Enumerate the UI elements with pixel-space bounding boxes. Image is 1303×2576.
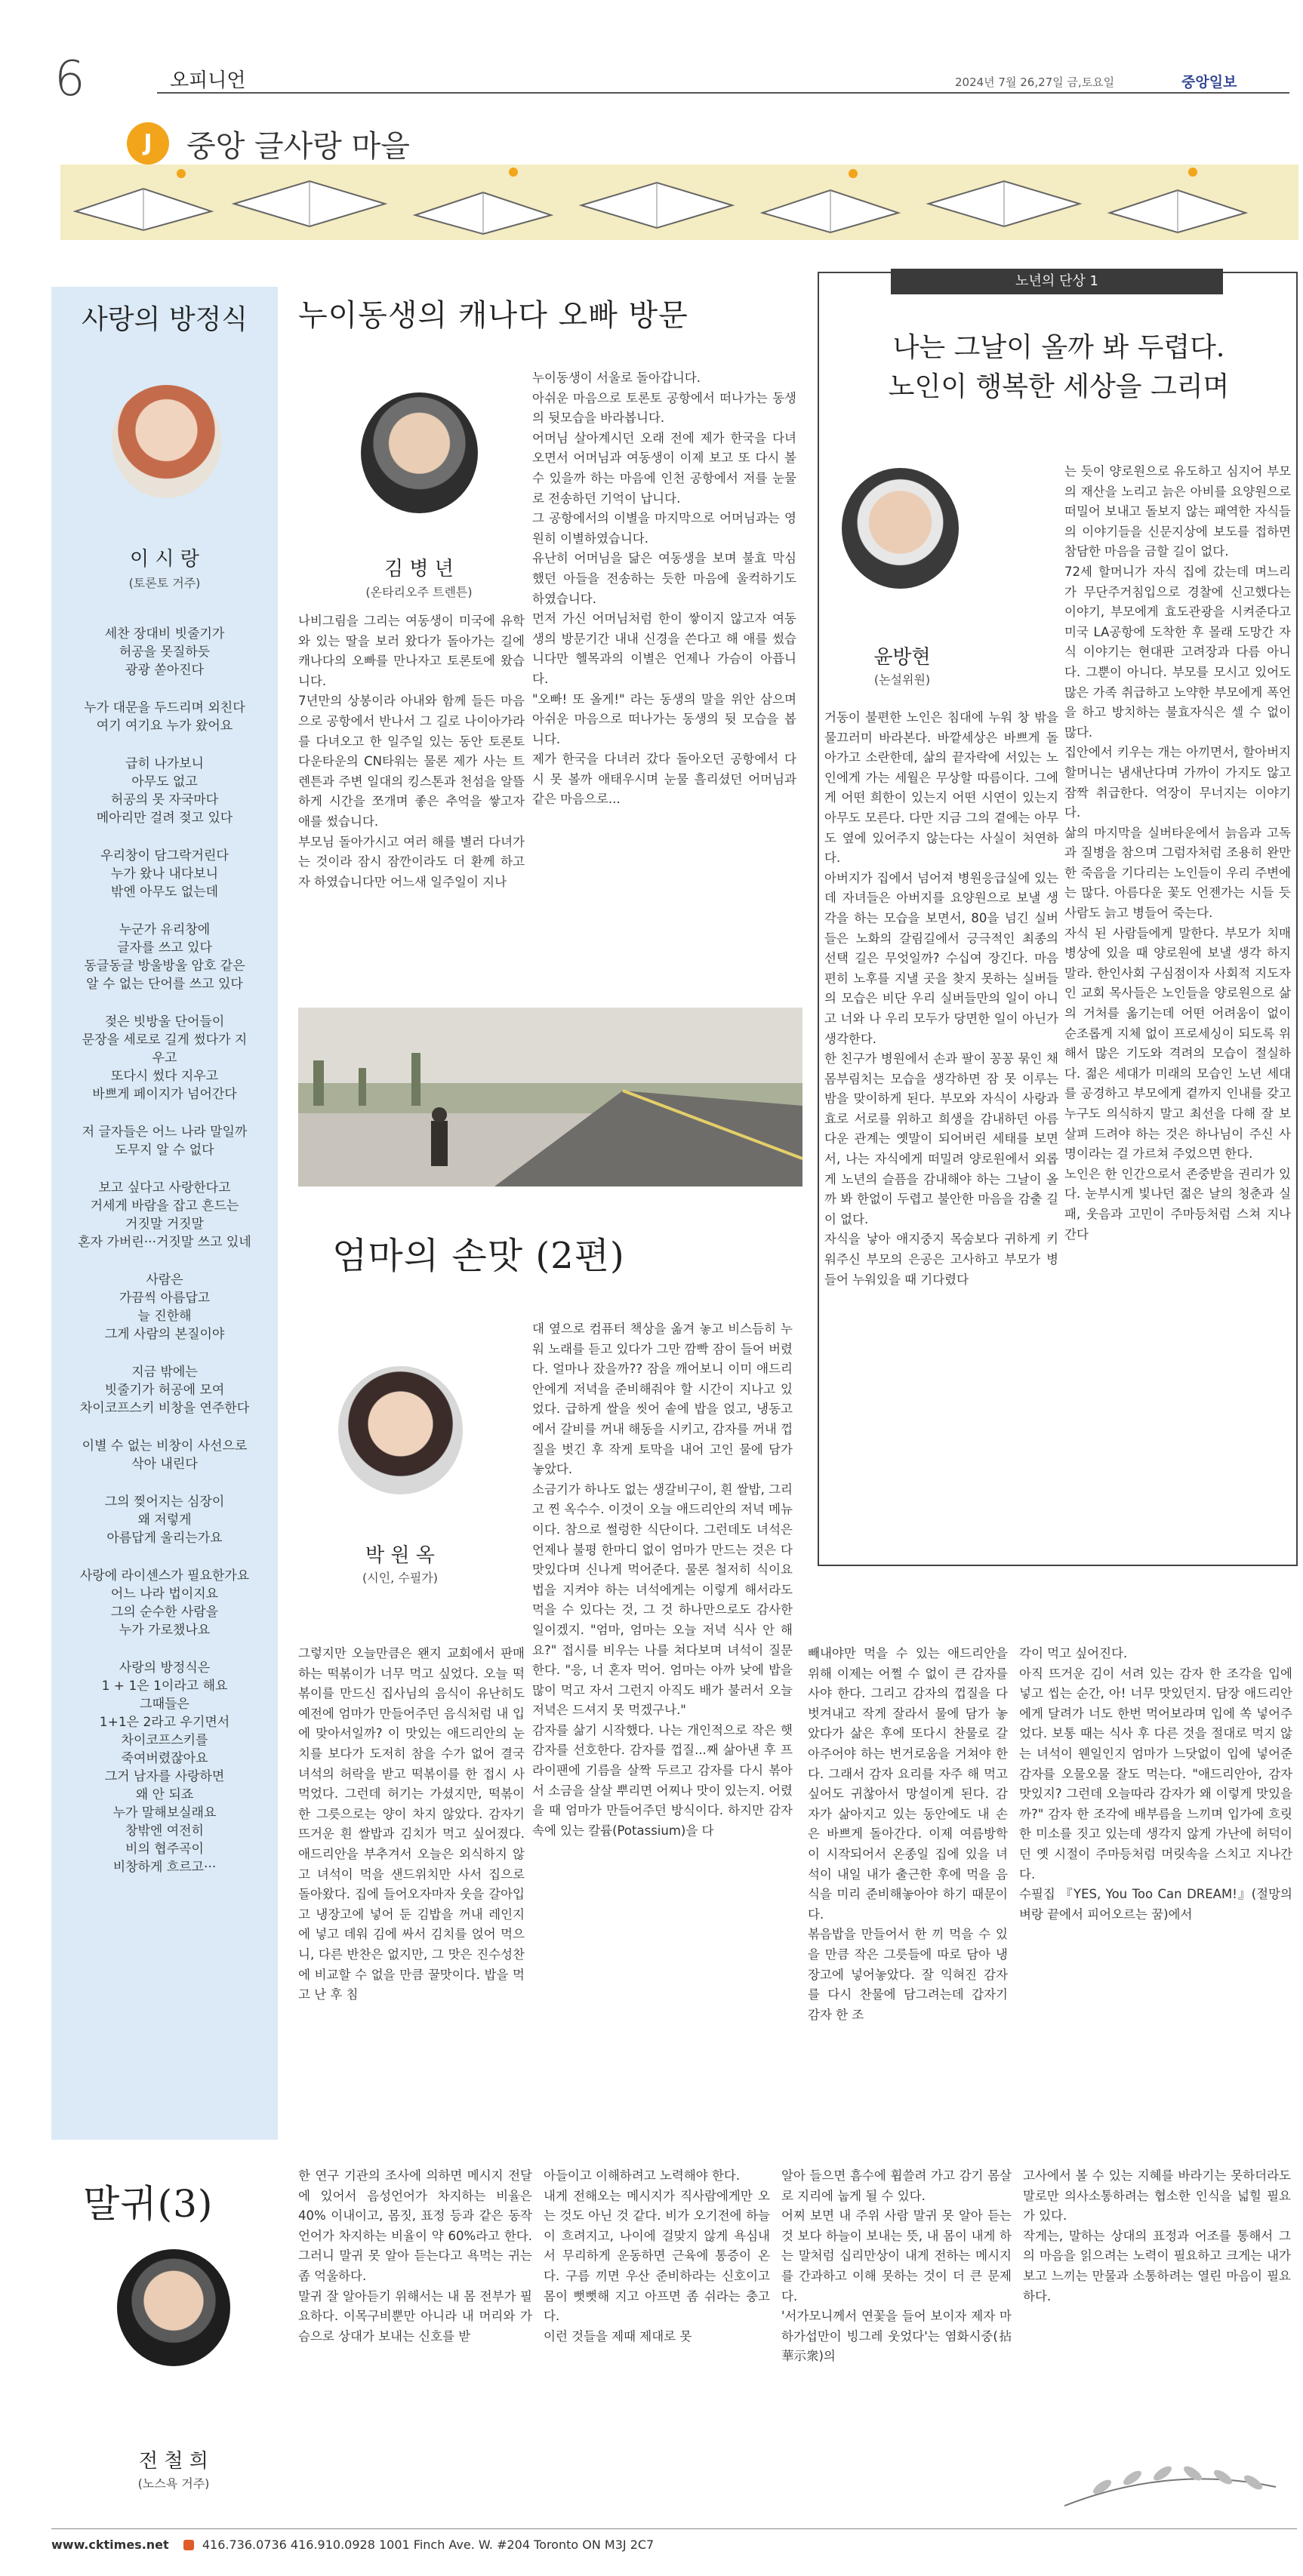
poem-body (54, 625, 275, 1896)
header-rule (157, 92, 1289, 94)
article1-author: 김 병 년 (384, 558, 454, 580)
paper-logo: 중앙일보 (1181, 74, 1237, 91)
poem-stanza: 우리창이 담그락거린다 누가 왔나 내다보니 밖엔 아무도 없는데 (100, 848, 229, 900)
issue-date: 2024년 7월 26,27일 금,토요일 (955, 75, 1115, 89)
article1-title: 누이동생의 캐나다 오빠 방문 (298, 298, 688, 333)
poem-stanza: 세찬 장대비 빗줄기가 허공을 못질하듯 광광 쏟아진다 (104, 626, 225, 678)
article3-col1: 거동이 불편한 노인은 침대에 누워 창 밖을 물끄러미 바라본다. 바깥세상은 바쁘게 돌아가고 소란한데, 삶의 끝자락에 서있는 노인에게 가는 세월은 무상할 따름이다. 그에게 어떤 희한이 있는지 어떤 시연이 있는지 아무도 모른다. 다만 지금 그의 곁에는 아무도 옆에 있어주지 않는다는 사실이 처연하다. 아버지가 집에서 넘어져 병원응급실에 있는데 자녀들은 아버지를 요양원으로 보낼 생각을 하는 모습을 보면서, 80을 넘긴 실버들은 노화의 갈림길에서 긍극적인 최종의 선택 길은 무엇일까? 수십여 장긴다. 마음 편히 노후를 지낼 곳을 찾지 못하는 실버들의 모습은 비단 우리 실버들만의 일이 아니고 너와 나 우리 모두가 당면한 일이 아닌가 생각한다. 한 친구가 병원에서 손과 팔이 꽁꽁 묶인 채 몸부림치는 모습을 생각하면 잠 못 이루는 밤을 맞이하게 된다. 부모와 자식이 사랑과 효로 서로를 위하고 희생을 감내하던 아름다운 관계는 옛말이 되어버린 세태를 보면서, 나는 자식에게 떠밀려 양로원에서 외롭게 노년의 슬픔을 감내해야 하는 그날이 올까 봐 한없이 두렵고 불안한 마음을 감출 길이 없다. 자식을 낳아 애지중지 목숨보다 귀하게 키워주신 부모의 은공은 고사하고 부모가 병들어 누워있을 때 기다렸다 (824, 710, 1058, 1287)
article2-col3: 빼내야만 먹을 수 있는 애드리안을 위해 이제는 어쩔 수 없이 큰 감자를 사야 한다. 그리고 감자의 껍질을 다 벗겨내고 작게 잘라서 물에 담가 놓았다가 삶은 후에 또다시 찬물로 갈아주어야 하는 번거로움을 거쳐야 한다. 그래서 감자 요리를 자주 해 먹고 싶어도 귀찮아서 망설이게 된다. 감자가 삶아지고 있는 동안에도 내 손은 바쁘게 돌아간다. 이제 여름방학이 시작되어서 온종일 집에 있을 녀석이 내일 내가 출근한 후에 먹을 음식을 미리 준비해놓아야 하기 때문이다. 볶음밥을 만들어서 한 끼 먹을 수 있을 만큼 작은 그릇들에 따로 담아 냉장고에 넣어놓았다. 잘 익혀진 감자를 다시 찬물에 담그려는데 갑자기 감자 한 조 (808, 1646, 1008, 2022)
poem-stanza: 저 글자들은 어느 나라 말일까 도무지 알 수 없다 (82, 1125, 248, 1158)
article4-col1: 한 연구 기관의 조사에 의하면 메시지 전달에 있어서 음성언어가 차지하는 비율은 40% 이내이고, 몸짓, 표정 등과 같은 동작 언어가 차지하는 비율이 약 60%라고 한다. 그러니 말귀 못 알아 듣는다고 욕먹는 귀는 좀 억울하다. 말귀 잘 알아듣기 위해서는 내 몸 전부가 필요하다. 이목구비뿐만 아니라 내 머리와 가슴으로 상대가 보내는 신호를 받 (298, 2168, 532, 2344)
article4-title: 말귀(3) (83, 2182, 214, 2226)
road-photo (298, 1008, 802, 1186)
poem-stanza: 이별 수 없는 비창이 사선으로 삭아 내린다 (82, 1439, 248, 1472)
article4-col4: 고사에서 볼 수 있는 지혜를 바라기는 못하더라도 말로만 의사소통하려는 협소한 인식을 넓힐 필요가 있다. 작게는, 말하는 상대의 표정과 어조를 통해서 그의 마음을 읽으려는 노력이 필요하고 크게는 내가 보고 느끼는 만물과 소통하려는 열린 마음이 필요하다. (1023, 2168, 1291, 2304)
author-photo (112, 385, 221, 498)
poem-title: 사랑의 방정식 (81, 304, 248, 335)
article3-col2: 는 듯이 양로원으로 유도하고 심지어 부모의 재산을 노리고 늙은 아비를 요양원으로 떠밀어 보내고 돌보지 않는 패역한 자식들의 이야기들을 신문지상에 보도를 접하면 참담한 마음을 금할 길이 없다. 72세 할머니가 자식 집에 갔는데 며느리가 무단주거침입으로 경찰에 신고했다는 이야기, 부모에게 효도관광을 시켜준다고 미국 LA공항에 도착한 후 몰래 도망간 자식 이야기는 현대판 고려장과 다름 아니다. 그뿐이 아니다. 부모를 모시고 있어도 많은 가족 취급하고 노약한 부모에게 폭언을 하고 방치하는 불효자식은 셀 수 없이 많다. 집안에서 키우는 개는 아끼면서, 할아버지 할머니는 냄새난다며 가까이 가지도 않고 잠짝 취급한다. 억장이 무너지는 이야기다. 삶의 마지막을 실버타운에서 늙음과 고독과 질병을 참으며 그럼자처럼 조용히 완만한 죽음을 기다리는 노인들이 우리 주변에는 많다. 아름다운 꽃도 언젠가는 시들 듯 사람도 늙고 병들어 죽는다. 자식 된 사람들에게 말한다. 부모가 치매병상에 있을 때 양로원에 보낼 생각 하지 말라. 한인사회 구심점이자 사회적 지도자인 교회 목사들은 노인들을 양로원으로 삶의 거처를 옮기는데 어떤 어려움이 없이 순조롭게 지체 없이 프로세싱이 되도록 위해서 많은 기도와 격려의 모습이 절실하다. 젊은 세대가 미래의 모습인 노년 세대를 공경하고 부모에게 곁까지 인내를 갖고 누구도 의식하지 말고 최선을 다해 잘 보살펴 드려야 하는 것은 하나님이 주신 사명이라는 걸 가르쳐 주었으면 한다. 노인은 한 인간으로서 존중받을 권리가 있다. 눈부시게 빛나던 젊은 날의 청춘과 실패, 웃음과 고민이 주마등처럼 스쳐 지나간다 (1064, 464, 1291, 1242)
article2-col4: 각이 먹고 싶어진다. 아직 뜨거운 김이 서려 있는 감자 한 조각을 입에 넣고 씹는 순간, 아! 너무 맛있던지. 담장 애드리안에게 달려가 너도 한번 먹어보라며 입에 쏙 넣어주었다. 보통 때는 식사 후 다른 것을 절대로 먹지 않는 녀석이 웬일인지 엄마가 느닷없이 입에 넣어준 감자를 오물오물 잘도 먹는다. "애드리안아, 감자 맛있지? 그런데 오늘따라 감자가 왜 이렇게 맛있을까?" 감자 한 조각에 배부름을 느끼며 입가에 흐릿한 미소를 짓고 있는데 생각지 않게 가난에 허덕이던 옛 시절이 주마등처럼 머릿속을 스치고 지나간다. 수필집 『YES, You Too Can DREAM!』(절망의 벼랑 끝에서 피어오르는 꿈)에서 (1019, 1646, 1292, 1922)
article4-author-sub: (노스욕 거주) (137, 2476, 210, 2491)
article4-author-photo (117, 2249, 230, 2366)
article1-author-sub: (온타리오주 트렌튼) (365, 585, 473, 599)
poem-stanza: 사랑에 라이센스가 필요한가요 어느 나라 법이지요 그의 순수한 사람을 누가 가로챘나요 (79, 1568, 250, 1638)
banner-title: 중앙 글사랑 마을 (186, 129, 410, 164)
footer-info: 416.736.0736 416.910.0928 1001 Finch Ave. W. #204 Toronto ON M3J 2C7 (202, 2538, 655, 2552)
footer-rule (51, 2528, 1297, 2529)
article4-col2: 아들이고 이해하려고 노력해야 한다. 내게 전해오는 메시지가 직사람에게만 오는 것도 아닌 것 같다. 비가 오기전에 하늘이 흐려지고, 나이에 걸맞지 않게 욕심내서 무리하게 운동하면 근육에 통증이 온다. 구름 끼면 우산 준비하라는 신호이고 몸이 뻣뻣해 지고 아프면 좀 쉬라는 충고다. 이런 것들을 제때 제대로 못 (544, 2168, 770, 2344)
article2-author: 박 원 옥 (365, 1544, 435, 1567)
article2-col1: 그렇지만 오늘만큼은 왠지 교회에서 판매하는 떡볶이가 너무 먹고 싶었다. 오늘 떡볶이를 만드신 집사님의 음식이 유난히도 예전에 엄마가 만들어주던 음식처럼 내 입에 맞아서일까? 이 맛있는 애드리안의 눈치를 보다가 도저히 참을 수가 없어 결국 녀석의 허락을 받고 떡볶이를 한 접시 사 먹었다. 그런데 허기는 가셨지만, 떡볶이 한 그릇으로는 양이 차지 않았다. 감자기 뜨거운 흰 쌀밥과 김치가 먹고 싶어졌다. 애드리안을 부추겨서 오늘은 외식하지 않고 녀석이 먹을 샌드위치만 사서 집으로 돌아왔다. 집에 들어오자마자 웃을 갈아입고 냉장고에 넣어 둔 김밥을 꺼내 레인지에 넣고 데워 김에 싸서 김치를 얹어 먹으니, 다른 반찬은 없지만, 그 맛은 진수성찬에 비교할 수 없을 만큼 꿀맛이다. 밥을 먹고 난 후 침 (298, 1646, 525, 2002)
books-banner-illustration (60, 158, 1298, 242)
article4-col3: 알아 들으면 흠수에 휩쓸려 가고 감기 몸살로 지리에 눕게 될 수 있다. 어찌 보면 내 주위 사람 말귀 못 알아 듣는 것 보다 하늘이 보내는 뜻, 내 몸이 내게 하는 말처럼 십리만상이 내게 전하는 메시지를 간과하고 이해 못하는 것이 더 큰 문제다. '서가모니께서 연꽃을 들어 보이자 제자 마하가섭만이 빙그레 웃었다'는 염화시중(拈華示衆)의 (781, 2168, 1012, 2364)
section-title: 오피니언 (170, 69, 246, 92)
poem-author: 이 시 랑 (130, 548, 199, 571)
poem-author-location: (토론토 거주) (128, 576, 201, 590)
poem-stanza: 급히 나가보니 아무도 없고 허공의 못 자국마다 메아리만 걸려 젖고 있다 (96, 756, 233, 826)
article2-author-sub: (시인, 수필가) (362, 1571, 438, 1585)
article1-author-photo (361, 392, 478, 513)
article1-col1: 나비그림을 그리는 여동생이 미국에 유학 와 있는 딸을 보러 왔다가 돌아가는 길에 캐나다의 오빠를 만나자고 토론토에 왔습니다. 7년만의 상봉이라 아내와 함께 들든 마음으로 공항에서 반나서 그 길로 나이아가라를 다녀오고 한 일주일 있는 동안 토론토 다운타운의 CN타워는 물론 제가 사는 트렌튼과 주변 일대의 킹스톤과 천섬을 알뜰하게 시간을 쪼개며 좋은 추억을 쌓고자 애를 썼습니다. 부모님 돌아가시고 여러 해를 별러 다녀가는 것이라 잠시 잠깐이라도 더 환께 하고자 하였습니다만 어느새 일주일이 지나 (298, 614, 525, 889)
column-tag: 노년의 단상 1 (891, 269, 1223, 294)
poem-stanza: 사람은 가끔씩 아름답고 늘 진한해 그게 사람의 본질이야 (104, 1273, 225, 1342)
poem-stanza: 누군가 유리창에 글자를 쓰고 있다 동글동글 방울방울 암호 같은 알 수 없는 단어를 쓰고 있다 (84, 922, 245, 992)
article3-author: 윤방현 (873, 646, 931, 669)
article2-author-photo (338, 1366, 463, 1494)
leaf-ornament-icon (1057, 2434, 1283, 2517)
poem-stanza: 젖은 빗방울 단어들이 문장을 세로로 길게 썼다가 지 우고 또다시 썼다 지우고 바쁘게 페이지가 넘어간다 (82, 1014, 248, 1102)
page-number: 6 (54, 51, 85, 107)
phone-icon (183, 2540, 194, 2550)
article2-title: 엄마의 손맛 (2편) (332, 1235, 625, 1277)
article2-col2: 대 옆으로 컴퓨터 책상을 옮겨 놓고 비스듬히 누워 노래를 듣고 있다가 그만 깜빡 잠이 들어 버렸다. 얼마나 잤을까?? 잠을 깨어보니 이미 애드리안에게 저녁을 준비해줘야 할 시간이 지나고 있었다. 급하게 쌀을 씻어 솥에 밥을 얹고, 냉동고에서 갈비를 꺼내 해동을 시키고, 감자를 꺼내 껍질을 벗긴 후 작게 토막을 내어 고인 물에 담가 놓았다. 소금기가 하나도 없는 생갈비구이, 흰 쌀밥, 그리고 찐 옥수수. 이것이 오늘 애드리안의 저녁 메뉴이다. 참으로 썰렁한 식단이다. 그런데도 녀석은 언제나 불평 한마디 없이 엄마가 만드는 것은 다 맛있다며 신나게 먹어준다. 물론 철저히 식이요법을 지켜야 하는 녀석에게는 이렇게 해서라도 먹을 수 있다는 것, 그 것 하나만으로도 감사한 일이겠지. "엄마, 엄마는 오늘 저녁 식사 안 해요?" 접시를 비우는 나를 쳐다보며 녀석이 질문한다. "응, 너 혼자 먹어. 엄마는 아까 낮에 밥을 많이 먹고 자서 그런지 아직도 배가 불러서 오늘 저녁은 드셔지 못 먹겠구나." 감자를 삶기 시작했다. 나는 개인적으로 작은 햇감자를 선호한다. 감자를 껍질...째 삶아낸 후 프라이팬에 기름을 살짝 두르고 감자를 다시 볶아서 소금을 살살 뿌리면 어찌나 맛이 있는지. 어렸을 때 엄마가 만들어주던 방식이다. 하지만 감자 속에 있는 칼륨(Potassium)을 다 (532, 1322, 793, 1838)
poem-stanza: 보고 싶다고 사랑한다고 거세게 바람을 잡고 흔드는 거짓말 거짓말 혼자 가버린···거짓말 쓰고 있네 (78, 1180, 251, 1250)
article4-author: 전 철 희 (139, 2450, 208, 2473)
poem-stanza: 사랑의 방정식은 1 + 1은 1이라고 해요 그때들은 1+1은 2라고 우기면서 차이코프스키를 죽여버렸잖아요 그거 남자를 사랑하면 왜 안 되죠 누가 말해보실래요 창밖엔 여전히 비의 협주곡이 비창하게 흐르고··· (99, 1660, 230, 1875)
poem-stanza: 누가 대문을 두드리며 외친다 여기 여기요 누가 왔어요 (84, 700, 245, 734)
footer (51, 2538, 654, 2552)
article3-title: 나는 그날이 올까 봐 두렵다. 노인이 행복한 세상을 그리며 (888, 332, 1230, 402)
j-badge-icon: J (127, 122, 169, 165)
poem-stanza: 지금 밖에는 빗줄기가 허공에 모여 차이코프스키 비창을 연주한다 (79, 1365, 250, 1416)
article1-col2: 누이동생이 서울로 돌아갑니다. 아쉬운 마음으로 토론토 공항에서 떠나가는 동생의 뒷모습을 바라봅니다. 어머님 살아계시던 오래 전에 제가 한국을 다녀오면서 어머님과 여동생이 이제 보고 또 다시 볼 수 있을까 하는 마음에 인천 공항에서 저를 눈물로 전송하던 기억이 납니다. 그 공항에서의 이별을 마지막으로 어머님과는 영원히 이별하였습니다. 유난히 어머님을 닮은 여동생을 보며 불효 막심했던 아들을 전송하는 듯한 마음에 울컥하기도 하였습니다. 먼저 가신 어머님처럼 한이 쌓이지 않고자 여동생의 방문기간 내내 신경을 쓴다고 해 애를 썼습니다만 헬목과의 이별은 언제나 가슴이 아픕니다. "오빠! 또 올게!" 라는 동생의 말을 위안 삼으며 아쉬운 마음으로 떠나가는 동생의 뒷 모습을 봅니다. 제가 한국을 다녀러 갔다 돌아오던 공항에서 다시 못 볼까 애태우시며 눈물 흘리셨던 어머님과 같은 마음으로... (532, 371, 796, 807)
poem-stanza: 그의 찢어지는 심장이 왜 저렇게 아름답게 울리는가요 (104, 1494, 225, 1546)
footer-site[interactable]: www.cktimes.net (51, 2538, 169, 2552)
article3-author-photo (842, 468, 959, 589)
article3-author-sub: (논설위원) (873, 672, 931, 687)
